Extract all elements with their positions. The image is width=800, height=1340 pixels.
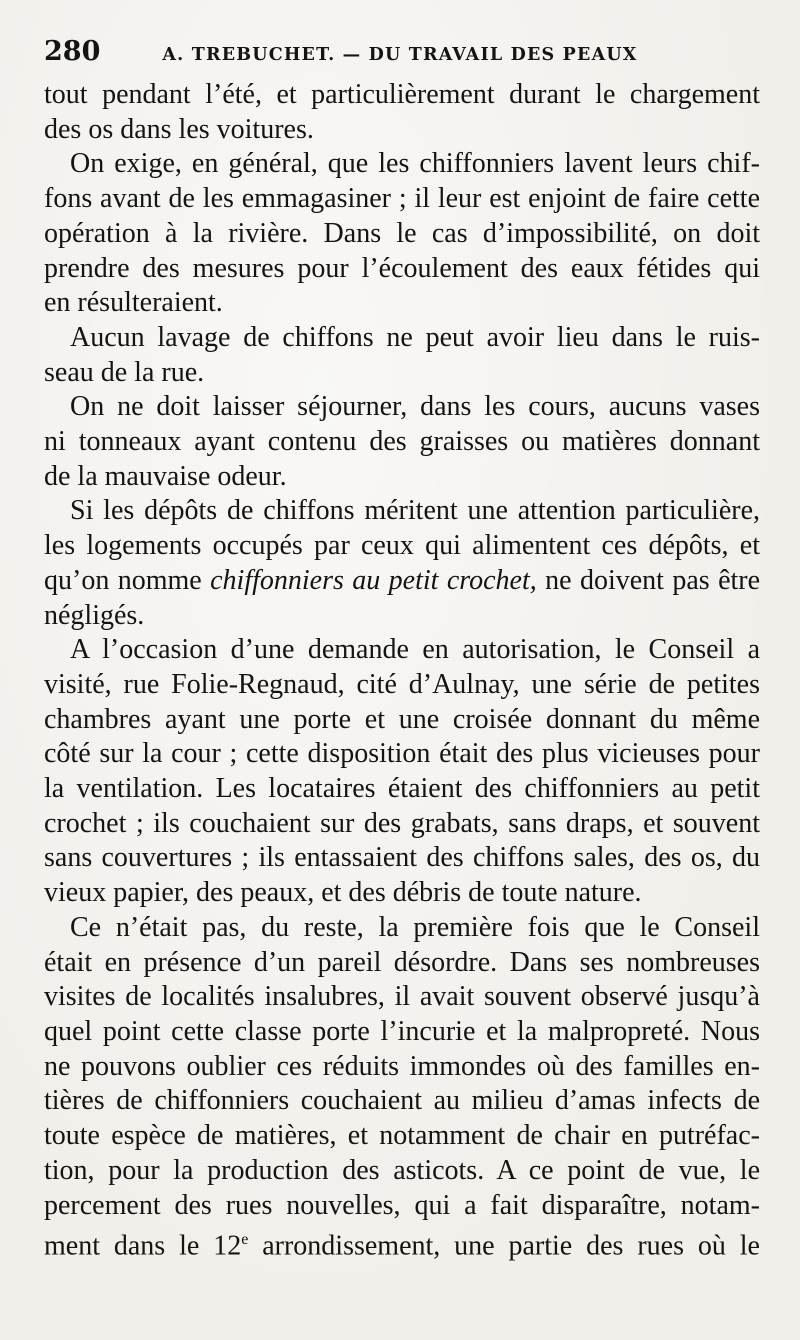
text-line: tières de chiffonniers couchaient au milieu d’amas infects de <box>44 1085 760 1117</box>
text-line: A l’occasion d’une demande en autorisation, le Conseil a <box>70 634 760 666</box>
italic-term: chiffonniers au petit crochet, <box>210 564 537 596</box>
text-line: quel point cette classe porte l’incurie et la malpropreté. Nous <box>44 1015 760 1047</box>
running-head <box>44 36 764 70</box>
text-line: seau de la rue. <box>44 356 205 388</box>
text-line: la ventilation. Les locataires étaient des chiffonniers au petit <box>44 773 760 805</box>
paragraph <box>44 633 760 911</box>
text-line: en résulteraient. <box>44 287 223 319</box>
text-line: fons avant de les emmagasiner ; il leur est enjoint de faire cette <box>44 183 760 215</box>
text-line: vieux papier, des peaux, et des débris de toute nature. <box>44 877 642 909</box>
text-line: Si les dépôts de chiffons méritent une attention particulière, <box>70 495 760 527</box>
text-line: Ce n’était pas, du reste, la première fois que le Conseil <box>70 911 760 943</box>
paragraph <box>44 78 760 147</box>
text-line: ni tonneaux ayant contenu des graisses ou matières donnant <box>44 426 760 458</box>
text-line: de la mauvaise odeur. <box>44 460 287 492</box>
running-title: A. TREBUCHET. — DU TRAVAIL DES PEAUX <box>162 45 638 65</box>
text-run: qu’on nomme <box>44 564 202 596</box>
text-line: tion, pour la production des asticots. A ce point de vue, le <box>44 1154 760 1186</box>
paragraph <box>44 911 760 1264</box>
text-line: était en présence d’un pareil désordre. Dans ses nombreuses <box>44 946 760 978</box>
text-line: visites de localités insalubres, il avait souvent observé jusqu’à <box>44 981 760 1013</box>
paragraph <box>44 494 760 633</box>
text-line: prendre des mesures pour l’écoulement des eaux fétides qui <box>44 252 760 284</box>
text-line: toute espèce de matières, et notamment de chair en putréfac- <box>44 1120 760 1152</box>
text-line: des os dans les voitures. <box>44 113 314 145</box>
text-run: arrondissement, une partie des rues où le <box>262 1230 760 1262</box>
text-line: visité, rue Folie-Regnaud, cité d’Aulnay, une série de petites <box>44 668 760 700</box>
text-line: On exige, en général, que les chiffonniers lavent leurs chif- <box>70 148 760 180</box>
paragraph <box>44 147 760 321</box>
superscript: e <box>241 1231 249 1249</box>
text-line: opération à la rivière. Dans le cas d’impossibilité, on doit <box>44 217 760 249</box>
text-run: ment dans le 12 <box>44 1230 242 1262</box>
text-line: les logements occupés par ceux qui alimentent ces dépôts, et <box>44 530 760 562</box>
text-line: tout pendant l’été, et particulièrement durant le chargement <box>44 79 760 110</box>
text-line: côté sur la cour ; cette disposition était des plus vicieuses pour <box>44 738 760 770</box>
text-line: ne pouvons oublier ces réduits immondes où des familles en- <box>44 1050 760 1082</box>
text-line <box>44 564 760 599</box>
text-line: On ne doit laisser séjourner, dans les cours, aucuns vases <box>70 391 760 423</box>
text-line: sans couvertures ; ils entassaient des chiffons sales, des os, du <box>44 842 760 874</box>
text-run: ne doivent pas être <box>545 564 761 596</box>
text-line <box>44 1223 760 1264</box>
text-line: crochet ; ils couchaient sur des grabats, sans draps, et souvent <box>44 807 760 839</box>
text-line: percement des rues nouvelles, qui a fait disparaître, notam- <box>44 1189 760 1221</box>
body-text <box>44 78 760 1264</box>
paragraph <box>44 321 760 390</box>
page-number: 280 <box>44 36 101 67</box>
paragraph <box>44 390 760 494</box>
text-line: négligés. <box>44 599 145 631</box>
text-line: chambres ayant une porte et une croisée donnant du même <box>44 703 760 735</box>
text-line: Aucun lavage de chiffons ne peut avoir lieu dans le ruis- <box>70 321 760 353</box>
